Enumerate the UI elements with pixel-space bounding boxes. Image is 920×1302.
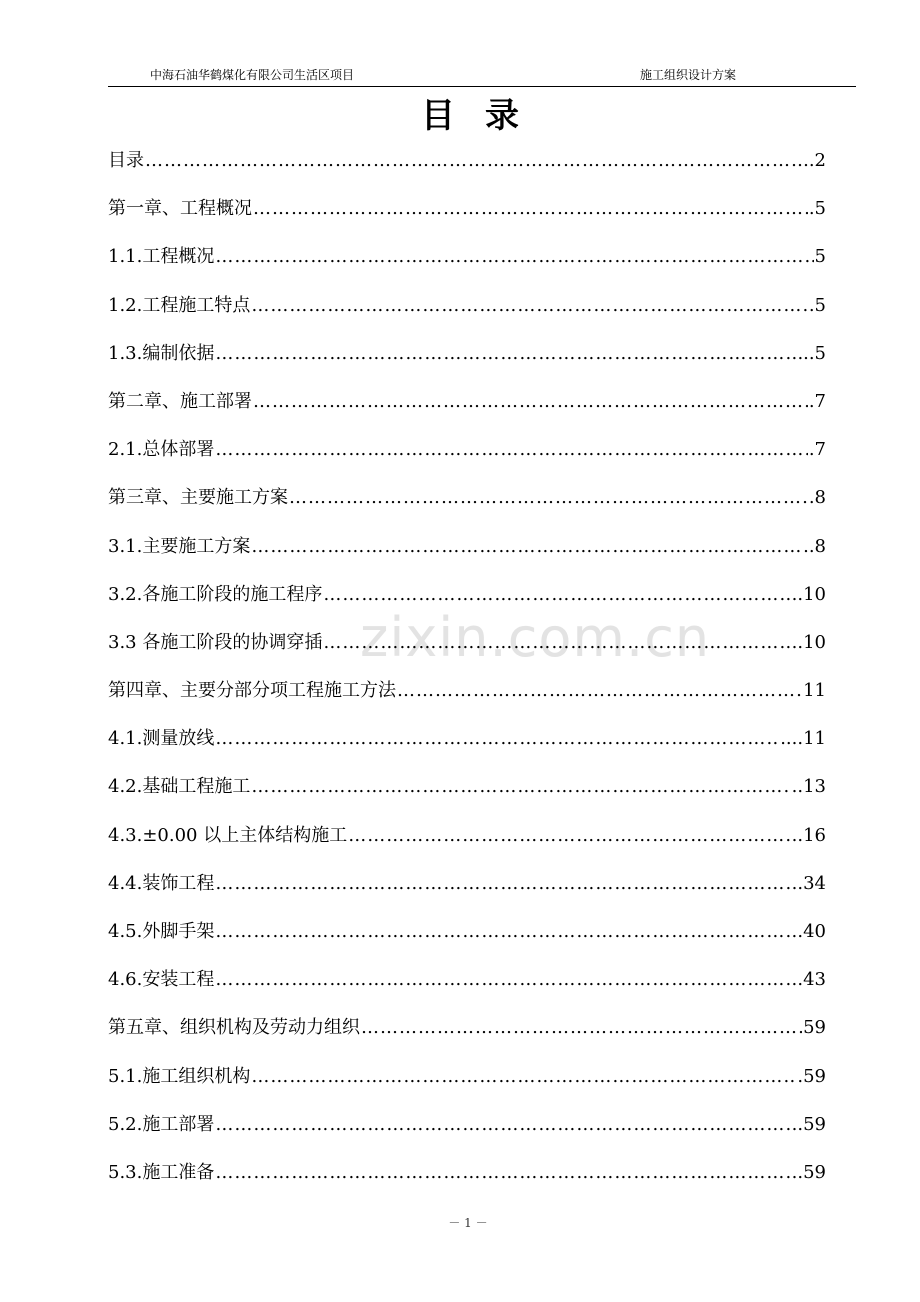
watermark: zixin.com.cn	[360, 606, 711, 669]
page-number: － 1 －	[448, 1216, 488, 1230]
toc-dot-leader	[145, 140, 808, 182]
toc-entry-page: ..59	[791, 1161, 826, 1183]
toc-entry[interactable]	[108, 574, 826, 622]
toc-entry-label: 目录	[108, 150, 144, 171]
toc-entry[interactable]	[108, 1152, 826, 1200]
toc-dot-leader	[215, 911, 796, 953]
header-document-type: 施工组织设计方案	[640, 68, 737, 82]
toc-entry-label: 3.1.主要施工方案	[108, 535, 251, 557]
toc-entry-label: 4.3.±0.00 以上主体结构施工	[108, 824, 348, 846]
toc-dot-leader	[251, 1056, 796, 1098]
toc-entry-page: ....11	[780, 728, 826, 750]
toc-dot-leader	[251, 526, 802, 568]
toc-entry-page: ..13	[791, 776, 826, 798]
toc-entry[interactable]	[108, 766, 826, 814]
toc-entry[interactable]	[108, 1104, 826, 1152]
toc-entry-label: 1.2.工程施工特点	[108, 294, 251, 316]
toc-entry-label: 4.2.基础工程施工	[108, 776, 251, 798]
toc-entry-page: .2	[808, 150, 826, 171]
toc-entry[interactable]	[108, 815, 826, 863]
toc-entry[interactable]	[108, 188, 826, 236]
toc-dot-leader	[253, 381, 808, 423]
toc-dot-leader	[215, 1152, 790, 1194]
toc-entry-label: 第三章、主要施工方案	[108, 487, 288, 509]
toc-entry-page: ..5	[803, 342, 826, 364]
toc-entry[interactable]	[108, 911, 826, 959]
toc-entry-label: 1.3.编制依据	[108, 342, 215, 364]
toc-entry-page: .43	[797, 969, 826, 991]
toc-entry[interactable]	[108, 863, 826, 911]
toc-entry-page: ..34	[791, 872, 826, 894]
toc-entry[interactable]	[108, 429, 826, 477]
toc-entry-label: 1.1.工程概况	[108, 246, 215, 268]
toc-dot-leader	[323, 574, 790, 616]
toc-dot-leader	[289, 477, 808, 519]
toc-dot-leader	[397, 670, 802, 712]
toc-entry-label: 2.1.总体部署	[108, 439, 215, 461]
toc-entry-label: 第一章、工程概况	[108, 198, 252, 220]
toc-entry-page: ..59	[791, 1113, 826, 1135]
toc-entry-label: 第四章、主要分部分项工程施工方法	[108, 680, 396, 702]
toc-dot-leader	[215, 959, 796, 1001]
toc-entry-page: ..10	[791, 631, 826, 653]
toc-dot-leader	[251, 285, 807, 327]
toc-entry-label: 5.2.施工部署	[108, 1113, 215, 1135]
toc-entry-page: 59	[803, 1017, 826, 1039]
toc-entry-label: 3.3 各施工阶段的协调穿插	[108, 631, 323, 653]
toc-entry[interactable]	[108, 959, 826, 1007]
toc-entry-page: 11	[803, 680, 826, 702]
toc-entry[interactable]	[108, 236, 826, 284]
toc-dot-leader	[215, 863, 790, 905]
toc-entry-label: 4.1.测量放线	[108, 728, 215, 750]
toc-dot-leader	[215, 429, 807, 471]
toc-entry-label: 4.5.外脚手架	[108, 921, 215, 942]
toc-entry[interactable]	[108, 381, 826, 429]
toc-dot-leader	[215, 1104, 790, 1146]
page-header	[108, 64, 856, 87]
toc-entry-label: 第五章、组织机构及劳动力组织	[108, 1017, 360, 1039]
toc-entry-page: ..10	[791, 583, 826, 605]
header-project-name: 中海石油华鹤煤化有限公司生活区项目	[150, 68, 355, 82]
toc-entry-label: 3.2.各施工阶段的施工程序	[108, 583, 323, 605]
toc-entry-page: .7	[808, 439, 826, 461]
toc-entry-page: 5	[814, 246, 826, 268]
toc-entry-label: 4.4.装饰工程	[108, 872, 215, 894]
toc-entry-page: .5	[808, 198, 826, 220]
toc-dot-leader	[253, 188, 808, 230]
toc-entry[interactable]	[108, 622, 826, 670]
toc-entry[interactable]	[108, 718, 826, 766]
toc-entry-page: .8	[808, 487, 826, 509]
toc-entry-label: 第二章、施工部署	[108, 390, 252, 412]
toc-entry[interactable]	[108, 140, 826, 188]
toc-entry[interactable]	[108, 1056, 826, 1104]
toc-entry-page: .5	[808, 294, 826, 316]
toc-entry[interactable]	[108, 1007, 826, 1055]
toc-entry[interactable]	[108, 670, 826, 718]
toc-entry[interactable]	[108, 285, 826, 333]
toc-entry-page: ..8	[803, 535, 826, 557]
toc-entry-label: 5.1.施工组织机构	[108, 1065, 251, 1087]
table-of-contents	[108, 140, 826, 1200]
toc-entry-page: .59	[797, 1065, 826, 1087]
toc-entry[interactable]	[108, 526, 826, 574]
toc-entry-label: 5.3.施工准备	[108, 1161, 215, 1183]
toc-dot-leader	[215, 333, 802, 375]
toc-entry-label: 4.6.安装工程	[108, 969, 215, 991]
toc-dot-leader	[361, 1007, 802, 1049]
toc-entry-page: .40	[797, 921, 826, 942]
toc-dot-leader	[215, 718, 779, 760]
toc-dot-leader	[323, 622, 790, 664]
toc-entry[interactable]	[108, 477, 826, 525]
toc-dot-leader	[215, 236, 813, 278]
toc-title: 目录	[421, 96, 549, 136]
toc-dot-leader	[348, 815, 790, 857]
toc-entry-page: .7	[808, 390, 826, 412]
toc-dot-leader	[251, 766, 790, 808]
toc-entry-page: ..16	[791, 824, 826, 846]
toc-entry[interactable]	[108, 333, 826, 381]
